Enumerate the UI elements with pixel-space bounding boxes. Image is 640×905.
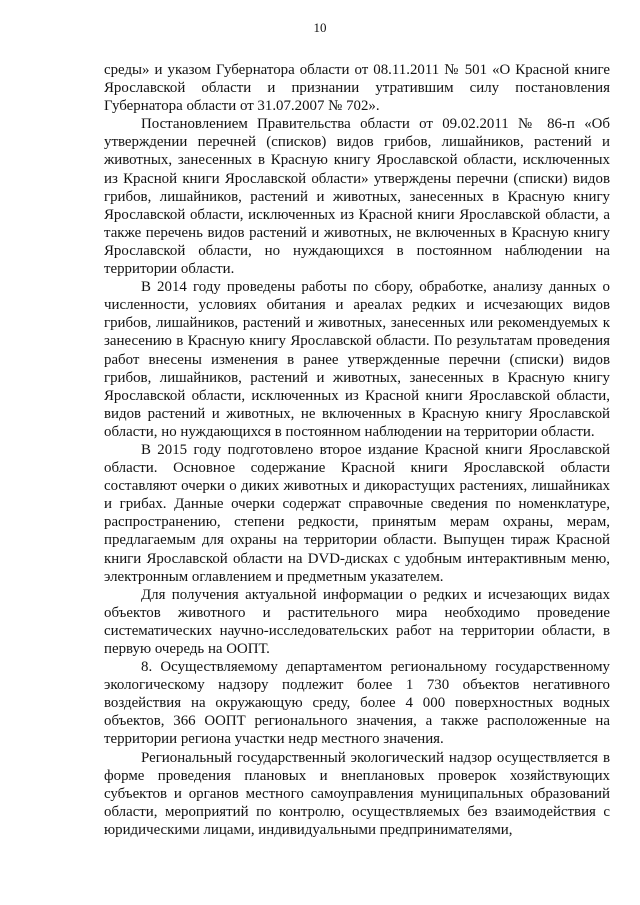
- paragraph-continuation: среды» и указом Губернатора области от 08.11.2011 № 501 «О Красной книге Ярославской области и признании утратившим силу постановления Губернатора области от 31.07.2007 № 702».: [104, 62, 610, 115]
- paragraph-2014-works: В 2014 году проведены работы по сбору, обработке, анализу данных о численности, условиях обитания и ареалах редких и исчезающих видов грибов, лишайников, растений и животных, занесенных или рекомендуемых к занесению в Красную книгу Ярославской области. По результатам проведения работ внесены изменения в ранее утвержденные перечни (списки) видов грибов, лишайников, растений и животных, занесенных в Красную книгу Ярославской области, исключенных из Красной книги Ярославской области, видов растений и животных, не включенных в Красную книгу Ярославской области, но нуждающихся в постоянном наблюдении на территории области.: [104, 279, 610, 440]
- paragraph-item-8-supervision: 8. Осуществляемому департаментом региональному государственному экологическому надзору подлежит более 1 730 объектов негативного воздействия на окружающую среду, более 4 000 поверхностных водных объектов, 366 ООПТ регионального значения, а также расположенные на территории региона участки недр местного значения.: [104, 659, 610, 748]
- paragraph-research-needs: Для получения актуальной информации о редких и исчезающих видах объектов животного и растительного мира необходимо проведение систематических научно-исследовательских работ на территории области, в первую очередь на ООПТ.: [104, 586, 610, 657]
- page-number: 10: [313, 20, 327, 35]
- document-body: [104, 61, 610, 839]
- paragraph-2015-edition: В 2015 году подготовлено второе издание Красной книги Ярославской области. Основное содержание Красной книги Ярославской области составляют очерки о диких животных и дикорастущих растениях, лишайниках и грибах. Данные очерки содержат справочные сведения по номенклатуре, распространению, степени редкости, принятым мерам охраны, мерам, предлагаемым для охраны на территории области. Выпущен тираж Красной книги Ярославской области на DVD-дисках с удобным интерактивным меню, электронным оглавлением и предметным указателем.: [104, 441, 610, 585]
- paragraph-decree-lists: Постановлением Правительства области от 09.02.2011 № 86-п «Об утверждении перечней (списков) видов грибов, лишайников, растений и животных, занесенных в Красную книгу Ярославской области, исключенных из Красной книги Ярославской области» утверждены перечни (списки) видов грибов, лишайников, растений и животных, занесенных в Красную книгу Ярославской области, исключенных из Красной книги Ярославской области, а также перечень видов растений и животных, не включенных в Красную книгу Ярославской области, но нуждающихся в постоянном наблюдении на территории области.: [104, 116, 610, 278]
- paragraph-inspections: Региональный государственный экологический надзор осуществляется в форме проведения плановых и внеплановых проверок хозяйствующих субъектов и органов местного самоуправления муниципальных образований области, мероприятий по контролю, осуществляемых без взаимодействия с юридическими лицами, индивидуальными предпринимателями,: [104, 749, 610, 838]
